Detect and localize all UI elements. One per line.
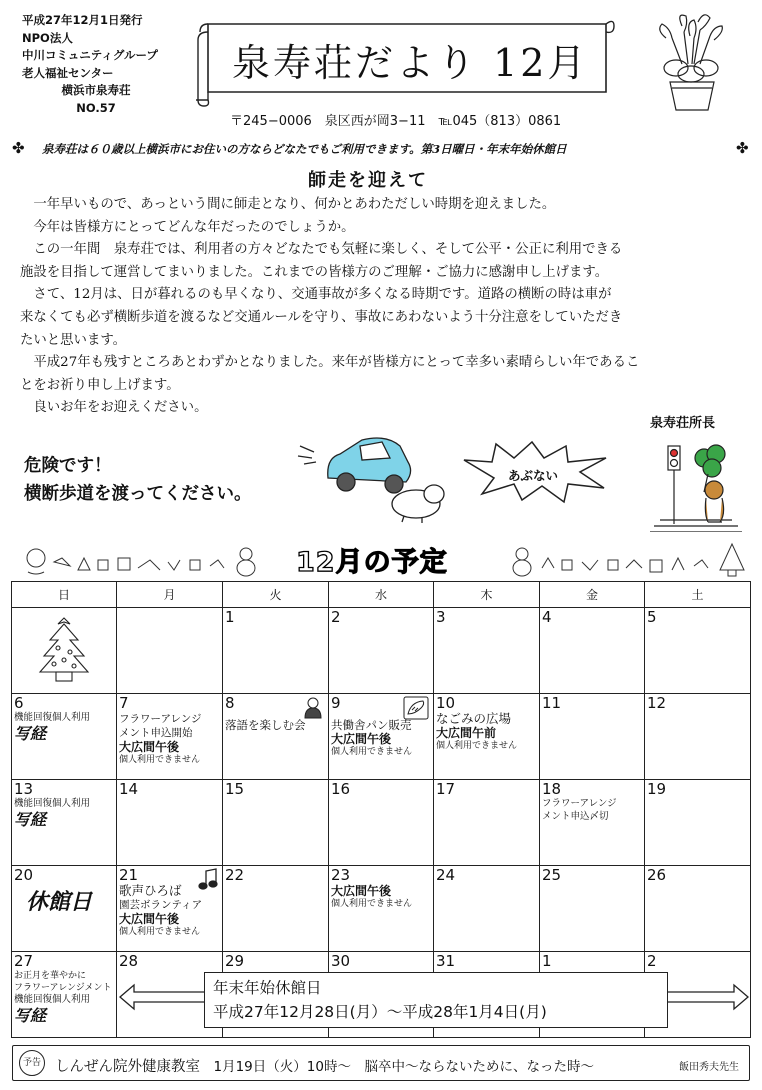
weekday-header: 日 — [12, 582, 117, 608]
december-calendar — [11, 581, 751, 1038]
day-number: 13 — [14, 780, 34, 798]
event-text: 大広間午後 — [331, 732, 392, 746]
greeting-line: たいと思います。 — [20, 332, 127, 348]
calendar-cell — [434, 694, 540, 780]
weekday-header-row — [12, 582, 751, 608]
day-number: 1 — [225, 608, 235, 626]
issue-date: 平成27年12月1日発行 — [22, 13, 143, 27]
weekday-header: 水 — [329, 582, 434, 608]
event-text: なごみの広場 — [436, 711, 512, 726]
calendar-cell — [329, 608, 434, 694]
calendar-cell — [12, 866, 117, 952]
greeting-line: この一年間 泉寿荘では、利用者の方々どなたでも気軽に楽しく、そして公平・公正に利用できる — [20, 242, 623, 258]
day-number: 27 — [14, 952, 34, 970]
calendar-cell — [223, 780, 329, 866]
day-number: 15 — [225, 780, 245, 798]
flower-left-icon: ✤ — [12, 139, 25, 157]
event-text: 写経 — [14, 1005, 47, 1025]
event-text: 落語を楽しむ会 — [225, 718, 306, 732]
danger-burst-label: あぶない — [508, 468, 559, 483]
preview-badge: 予告 — [19, 1050, 45, 1076]
safety-warning — [24, 452, 252, 508]
day-number: 10 — [436, 694, 456, 712]
weekday-header: 金 — [540, 582, 645, 608]
rakugo-performer-icon — [302, 696, 324, 720]
calendar-cell — [117, 694, 223, 780]
event-text: 共働舎パン販売 — [331, 718, 412, 732]
greeting-line: 来なくても必ず横断歩道を渡るなど交通ルールを守り、事故にあわないよう十分注意をしていただき — [20, 309, 623, 325]
day-number: 3 — [436, 608, 446, 626]
lecturer-name: 飯田秀夫先生 — [679, 1062, 739, 1073]
event-text: 大広間午後 — [119, 740, 180, 754]
event-text: 機能回復個人利用 — [14, 994, 91, 1005]
issue-number: NO.57 — [76, 100, 116, 115]
day-number: 23 — [331, 866, 351, 884]
calendar-cell — [645, 780, 751, 866]
event-text: メント申込〆切 — [542, 810, 609, 822]
day-number: 8 — [225, 694, 235, 712]
day-number: 6 — [14, 694, 24, 712]
calendar-cell — [434, 608, 540, 694]
greeting-line: 施設を目指して運営してまいりました。これまでの皆様方のご理解・ご協力に感謝申し上げます。 — [20, 264, 609, 280]
event-note: 個人利用できません — [119, 755, 201, 765]
calendar-cell — [434, 866, 540, 952]
greeting-line: 今年は皆様方にとってどんな年だったのでしょうか。 — [20, 219, 355, 235]
class-name: しんぜん院外健康教室 — [55, 1059, 200, 1075]
calendar-cell — [223, 608, 329, 694]
event-text: 機能回復個人利用 — [14, 712, 91, 723]
event-text: 園芸ボランティア — [119, 899, 203, 911]
day-number: 22 — [225, 866, 245, 884]
event-text: 大広間午後 — [331, 884, 392, 898]
day-number: 30 — [331, 952, 351, 970]
day-number: 14 — [119, 780, 139, 798]
director-signature: 泉寿荘所長 — [650, 416, 716, 431]
newsletter-title: 泉寿荘だより 12月 — [232, 41, 589, 85]
car-and-sheep-illustration — [296, 432, 466, 524]
day-number: 11 — [542, 694, 562, 712]
cyclamen-illustration — [652, 8, 730, 112]
closed-day-label: 休館日 — [26, 890, 93, 915]
arrow-left-icon — [118, 982, 204, 1012]
calendar-cell — [117, 866, 223, 952]
greeting-line: 平成27年も残すところあとわずかとなりました。来年が皆様方にとって幸多い素晴らしい年であるこ — [20, 355, 640, 371]
christmas-tree-icon — [34, 614, 94, 684]
greeting-heading: 師走を迎えて — [308, 170, 428, 191]
weekday-header: 土 — [645, 582, 751, 608]
calendar-cell — [540, 694, 645, 780]
event-note: 個人利用できません — [119, 927, 201, 937]
greeting-line: 良いお年をお迎えください。 — [20, 400, 208, 416]
day-number: 7 — [119, 694, 129, 712]
warning-line-2: 横断歩道を渡ってください。 — [24, 484, 252, 504]
calendar-cell — [12, 780, 117, 866]
calendar-cell — [645, 866, 751, 952]
christmas-garland-right — [508, 540, 752, 580]
day-number: 28 — [119, 952, 139, 970]
calendar-week-row — [12, 608, 751, 694]
day-number: 24 — [436, 866, 456, 884]
greeting-body — [20, 194, 756, 420]
event-text: フラワーアレンジメント — [14, 983, 112, 993]
day-number: 5 — [647, 608, 657, 626]
calendar-cell — [645, 694, 751, 780]
flower-right-icon: ✤ — [736, 139, 749, 157]
calendar-cell-empty — [117, 608, 223, 694]
event-note: 個人利用できません — [331, 899, 413, 909]
day-number: 12 — [647, 694, 667, 712]
closure-dates: 平成27年12月28日(月）〜平成28年1月4日(月) — [213, 1003, 547, 1021]
bread-icon — [403, 696, 429, 720]
event-note: 個人利用できません — [436, 741, 518, 751]
greeting-line: さて、12月は、日が暮れるのも早くなり、交通事故が多くなる時期です。道路の横断の時は車が — [20, 287, 612, 303]
calendar-cell — [223, 694, 329, 780]
issuer-info — [22, 12, 170, 117]
event-text: お正月を華やかに — [14, 971, 87, 981]
day-number: 18 — [542, 780, 562, 798]
day-number: 19 — [647, 780, 667, 798]
calendar-cell — [645, 608, 751, 694]
arrow-right-icon — [668, 982, 750, 1012]
issuer-group: 中川コミュニティグループ — [22, 48, 158, 62]
greeting-line: とをお祈り申し上げます。 — [20, 377, 180, 393]
day-number: 25 — [542, 866, 562, 884]
day-number: 31 — [436, 952, 456, 970]
crossing-signal-illustration — [648, 440, 744, 532]
weekday-header: 火 — [223, 582, 329, 608]
event-text: 写経 — [14, 723, 47, 743]
event-text: 写経 — [14, 809, 47, 829]
music-note-icon — [198, 868, 218, 890]
day-number: 1 — [542, 952, 552, 970]
day-number: 17 — [436, 780, 456, 798]
calendar-cell — [540, 608, 645, 694]
announcement-text — [55, 1055, 594, 1076]
closure-title: 年末年始休館日 — [213, 979, 322, 997]
day-number: 2 — [647, 952, 657, 970]
issuer-facility: 横浜市泉寿荘 — [61, 83, 131, 97]
weekday-header: 木 — [434, 582, 540, 608]
event-text: 大広間午後 — [119, 912, 180, 926]
calendar-week-row — [12, 780, 751, 866]
calendar-week-row — [12, 694, 751, 780]
day-number: 16 — [331, 780, 351, 798]
calendar-week-row — [12, 866, 751, 952]
day-number: 26 — [647, 866, 667, 884]
calendar-cell-empty — [12, 608, 117, 694]
year-end-closure-box — [204, 972, 668, 1028]
contact-address: 〒245−0006 泉区西が岡3−11 ℡045（813）0861 — [230, 114, 562, 129]
greeting-line: 一年早いもので、あっという間に師走となり、何かとあわただしい時期を迎えました。 — [20, 197, 556, 212]
calendar-cell — [223, 866, 329, 952]
day-number: 4 — [542, 608, 552, 626]
class-detail: 1月19日（火）10時〜 脳卒中〜ならないために、なった時〜 — [200, 1059, 594, 1075]
notice-text: 泉寿荘は６０歳以上横浜市にお住いの方ならどなたでもご利用できます。第3日曜日・年末年始休館日 — [42, 142, 567, 156]
weekday-header: 月 — [117, 582, 223, 608]
calendar-cell — [12, 952, 117, 1038]
issuer-center: 老人福祉センター — [22, 65, 114, 80]
day-number: 2 — [331, 608, 341, 626]
issuer-org: NPO法人 — [22, 30, 73, 45]
calendar-cell — [329, 866, 434, 952]
calendar-cell — [117, 780, 223, 866]
event-text: 機能回復個人利用 — [14, 798, 91, 809]
calendar-cell — [540, 866, 645, 952]
christmas-garland-left — [14, 540, 294, 580]
calendar-cell — [12, 694, 117, 780]
day-number: 29 — [225, 952, 245, 970]
health-class-announcement — [12, 1045, 750, 1081]
calendar-cell — [329, 694, 434, 780]
event-text: 大広間午前 — [436, 726, 497, 740]
event-text: メント申込開始 — [119, 727, 193, 739]
calendar-cell — [540, 780, 645, 866]
calendar-cell — [329, 780, 434, 866]
facility-notice — [10, 139, 754, 159]
event-note: 個人利用できません — [331, 747, 413, 757]
event-text: 歌声ひろば — [119, 883, 182, 898]
day-number: 9 — [331, 694, 341, 712]
warning-line-1: 危険です！ — [24, 456, 112, 476]
event-text: フラワーアレンジ — [119, 713, 202, 725]
schedule-title: 12月の予定 — [296, 547, 448, 578]
calendar-cell — [434, 780, 540, 866]
day-number: 21 — [119, 866, 139, 884]
day-number: 20 — [14, 866, 34, 884]
event-text: フラワーアレンジ — [542, 798, 617, 809]
